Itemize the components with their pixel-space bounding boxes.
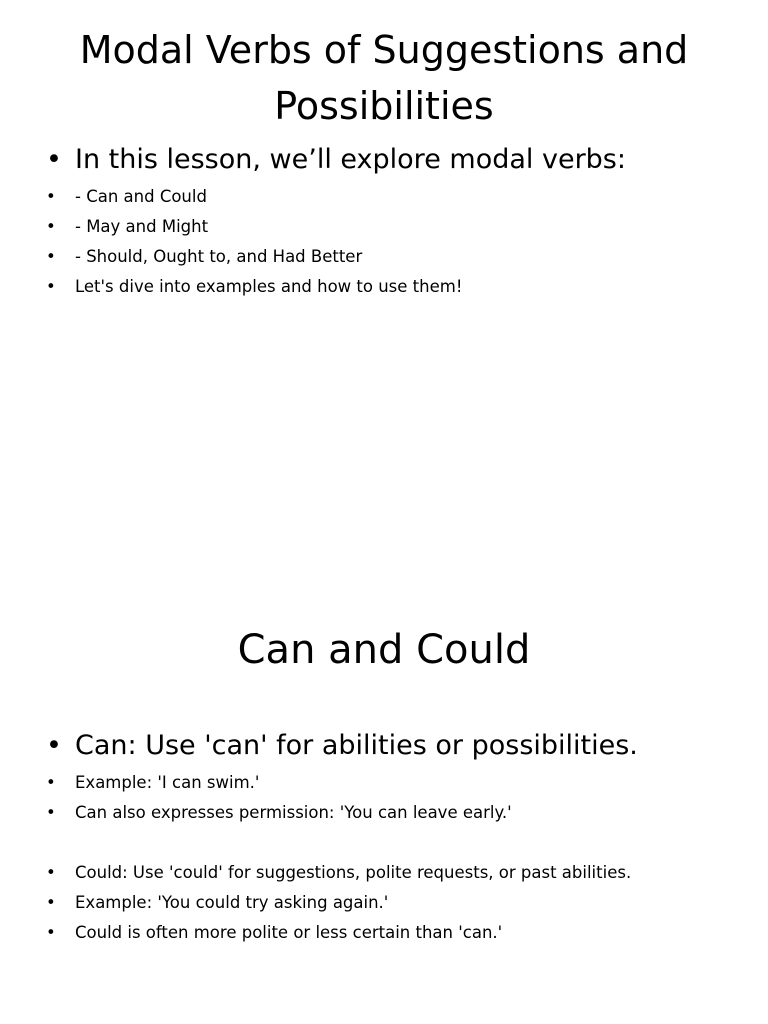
list-item [46,768,738,798]
bullet-icon: • [46,863,56,882]
bullet-text: Example: 'I can swim.' [75,773,260,792]
slide-title: Can and Could [237,627,531,673]
bullet-text: - Should, Ought to, and Had Better [75,247,363,266]
bullet-text: - Can and Could [75,187,207,206]
list-item [46,918,738,948]
list-item [46,724,738,768]
list-item [46,858,738,888]
bullet-icon: • [46,923,56,942]
slide-title-line-2: Possibilities [274,84,494,128]
slide-title [40,22,728,134]
slide-2 [0,512,768,1024]
bullet-list [46,724,738,948]
bullet-icon: • [46,217,56,236]
bullet-text: Example: 'You could try asking again.' [75,893,389,912]
bullet-text: - May and Might [75,217,209,236]
bullet-text: Can also expresses permission: 'You can leave early.' [75,803,512,822]
list-item [46,798,738,828]
bullet-icon: • [46,187,56,206]
bullet-icon: • [46,730,62,761]
slide-title-line-1: Modal Verbs of Suggestions and [79,28,689,72]
bullet-text: Let's dive into examples and how to use them! [75,277,463,296]
bullet-text: Could is often more polite or less certain than 'can.' [75,923,503,942]
bullet-list [46,138,738,302]
bullet-text: In this lesson, we’ll explore modal verbs: [75,144,626,175]
list-item [46,272,738,302]
list-item [46,888,738,918]
bullet-icon: • [46,773,56,792]
bullet-icon: • [46,803,56,822]
bullet-icon: • [46,277,56,296]
bullet-icon: • [46,893,56,912]
list-item [46,212,738,242]
bullet-icon: • [46,247,56,266]
bullet-text: Can: Use 'can' for abilities or possibilities. [75,730,638,761]
list-item [46,182,738,212]
bullet-icon: • [46,144,62,175]
list-item [46,242,738,272]
bullet-text: Could: Use 'could' for suggestions, polite requests, or past abilities. [75,863,632,882]
list-spacer [46,828,738,858]
list-item [46,138,738,182]
